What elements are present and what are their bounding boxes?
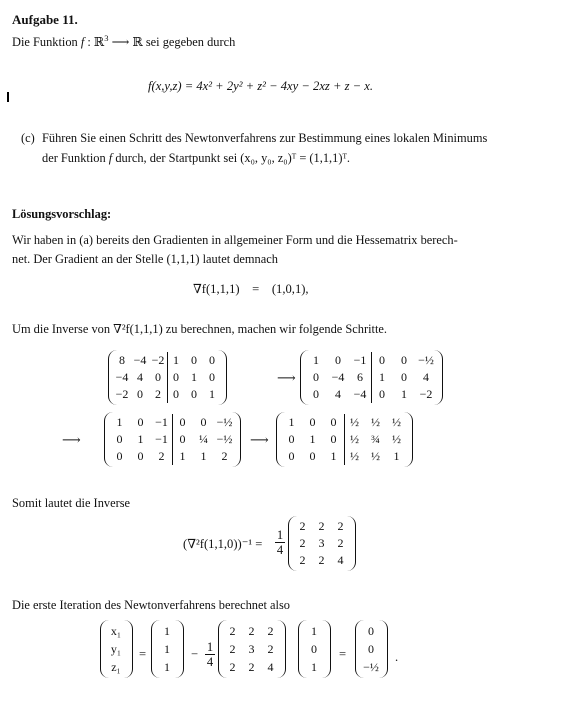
matrix-1-cell: 0 [173, 370, 179, 384]
inverse-text: Um die Inverse von ∇²f(1,1,1) zu berechnen, machen wir folgende Schritte. [12, 322, 388, 336]
matrix-3-divider [172, 414, 173, 465]
matrix-1-cell: −2 [151, 353, 165, 367]
matrix-2-cell: −4 [331, 370, 345, 384]
matrix-3-cell: 0 [137, 449, 144, 463]
matrix-3-cell: 2 [158, 449, 165, 463]
matrix-2-cell: 4 [423, 370, 429, 384]
matrix-1-cell: −4 [115, 370, 129, 384]
matrix-4-cell: 1 [330, 449, 337, 463]
matrix-4-cell: 0 [330, 432, 337, 446]
matrix-3-cell: −1 [155, 415, 168, 429]
matrix-2-cell: 0 [379, 353, 385, 367]
inverse-matrix-cell: 2 [299, 519, 306, 533]
matrix-2-cell: 6 [357, 370, 363, 384]
matrix-4-cell: ¾ [371, 432, 380, 446]
inverse-matrix-cell: 2 [337, 536, 344, 550]
matrix-4-divider [344, 414, 345, 465]
matrix-1-cell: 0 [191, 353, 197, 367]
matrix-4-cell: 0 [288, 449, 295, 463]
matrix-4-cell: ½ [392, 415, 401, 429]
vector-x1-cell: x₁ [110, 624, 122, 638]
matrix-2-cell: −4 [353, 387, 367, 401]
matrix-4-cell: ½ [350, 415, 359, 429]
matrix-1-cell: −4 [133, 353, 147, 367]
matrix-2-cell: −2 [419, 387, 433, 401]
matrix-2-cell: 0 [313, 387, 319, 401]
matrix-3-cell: 0 [116, 432, 123, 446]
part-c-label: (c) [21, 131, 35, 145]
matrix-4-cell: 0 [309, 449, 316, 463]
matrix-2-cell: 4 [335, 387, 341, 401]
matrix-3-cell: ¼ [199, 432, 208, 446]
inverse-fraction-numerator: 1 [276, 528, 284, 542]
vector-gradient-cell: 0 [311, 642, 317, 656]
matrix-2-cell: 0 [313, 370, 319, 384]
part-c-line-2: der Funktion f durch, der Startpunkt sei (x₀, y₀, z₀)ᵀ = (1,1,1)ᵀ. [42, 151, 351, 165]
inverse-fraction [275, 528, 285, 557]
inverse-matrix-cell: 4 [337, 553, 344, 567]
somit-text: Somit lautet die Inverse [12, 496, 131, 510]
matrix-3-cell: 0 [200, 415, 207, 429]
iteration-fraction-numerator: 1 [206, 640, 214, 654]
matrix-3-cell: 0 [179, 432, 186, 446]
matrix-2-divider [371, 352, 372, 403]
matrix-4-cell: 0 [309, 415, 316, 429]
equals-sign-2: = [339, 647, 347, 661]
function-definition: f(x,y,z) = 4x² + 2y² + z² − 4xy − 2xz + z − x. [148, 79, 374, 93]
vector-gradient-cell: 1 [311, 624, 317, 638]
inverse-matrix-cell: 3 [318, 536, 325, 550]
arrow-1: ⟶ [277, 370, 296, 385]
matrix-1-cell: 0 [209, 370, 215, 384]
vector-start-cell: 1 [164, 660, 170, 674]
exercise-heading: Aufgabe 11. [12, 12, 78, 27]
matrix-3-cell: 0 [179, 415, 186, 429]
matrix-3-cell: 1 [200, 449, 207, 463]
arrow-2: ⟶ [62, 432, 81, 447]
matrix-4-cell: ½ [350, 432, 359, 446]
iteration-fraction-denominator: 4 [206, 655, 214, 669]
iteration-fraction [205, 640, 215, 669]
iteration-matrix-cell: 2 [267, 624, 274, 638]
inverse-matrix-cell: 2 [299, 536, 306, 550]
matrix-1-cell: 4 [137, 370, 143, 384]
inverse-matrix-cell: 2 [318, 519, 325, 533]
gradient-equation: ∇f(1,1,1) = (1,0,1), [193, 282, 309, 296]
matrix-1-cell: 0 [209, 353, 215, 367]
arrow-3: ⟶ [250, 432, 269, 447]
vector-x1-cell: z₁ [111, 660, 121, 674]
matrix-2-cell: 0 [379, 387, 385, 401]
matrix-1-cell: 0 [173, 387, 179, 401]
matrix-4-cell: 1 [393, 449, 400, 463]
period: . [395, 650, 399, 664]
inverse-matrix-cell: 2 [337, 519, 344, 533]
solution-text-2: net. Der Gradient an der Stelle (1,1,1) lautet demnach [12, 252, 278, 266]
vector-x1-cell: y₁ [110, 642, 122, 656]
matrix-4-cell: ½ [350, 449, 359, 463]
intro-text: Die Funktion f : ℝ$^3$ ⟶ ℝ sei gegeben durch [12, 33, 236, 49]
matrix-4-cell: 0 [330, 415, 337, 429]
matrix-3-cell: 1 [116, 415, 123, 429]
matrix-3-cell: −½ [216, 415, 233, 429]
vector-result-cell: 0 [368, 642, 374, 656]
inverse-matrix-cell: 2 [299, 553, 306, 567]
matrix-1-cell: 1 [209, 387, 215, 401]
matrix-4-cell: ½ [371, 449, 380, 463]
equals-sign-1: = [139, 647, 147, 661]
matrix-1-cell: 1 [191, 370, 197, 384]
matrix-3-cell: 2 [221, 449, 228, 463]
iteration-text: Die erste Iteration des Newtonverfahrens berechnet also [12, 598, 290, 612]
matrix-2-cell: 1 [379, 370, 385, 384]
part-c-line-1: Führen Sie einen Schritt des Newtonverfahrens zur Bestimmung eines lokalen Minimums [42, 131, 488, 145]
matrix-4-cell: 0 [288, 432, 295, 446]
iteration-matrix-cell: 2 [229, 624, 236, 638]
matrix-4-cell: ½ [392, 432, 401, 446]
inverse-lhs: (∇²f(1,1,0))⁻¹ = [183, 537, 263, 551]
matrix-3-cell: −½ [216, 432, 233, 446]
minus-sign: − [191, 647, 199, 661]
vector-start-cell: 1 [164, 624, 170, 638]
matrix-1-cell: −2 [115, 387, 129, 401]
iteration-matrix-cell: 2 [229, 660, 236, 674]
iteration-matrix-cell: 2 [248, 660, 255, 674]
text-cursor [7, 92, 9, 102]
iteration-matrix-cell: 2 [267, 642, 274, 656]
solution-text-1: Wir haben in (a) bereits den Gradienten in allgemeiner Form und die Hessematrix berech- [12, 233, 458, 247]
matrix-1-cell: 0 [191, 387, 197, 401]
iteration-matrix-cell: 2 [248, 624, 255, 638]
matrix-3-cell: −1 [155, 432, 168, 446]
matrix-3-cell: 0 [116, 449, 123, 463]
solution-heading: Lösungsvorschlag: [12, 207, 112, 221]
vector-gradient-cell: 1 [311, 660, 317, 674]
matrix-3-cell: 0 [137, 415, 144, 429]
vector-start-cell: 1 [164, 642, 170, 656]
vector-result-cell: −½ [363, 660, 379, 674]
matrix-4-cell: ½ [371, 415, 380, 429]
matrix-1-cell: 1 [173, 353, 179, 367]
iteration-matrix-cell: 4 [267, 660, 274, 674]
matrix-1-cell: 2 [155, 387, 161, 401]
matrix-1-cell: 0 [155, 370, 161, 384]
matrix-1-cell: 0 [137, 387, 143, 401]
matrix-3-cell: 1 [179, 449, 186, 463]
matrix-2-cell: −½ [418, 353, 434, 367]
matrix-3-cell: 1 [137, 432, 144, 446]
vector-result-cell: 0 [368, 624, 374, 638]
iteration-matrix-cell: 3 [248, 642, 255, 656]
matrix-2-cell: 0 [335, 353, 341, 367]
inverse-matrix-cell: 2 [318, 553, 325, 567]
matrix-2-cell: 0 [401, 370, 407, 384]
iteration-matrix-cell: 2 [229, 642, 236, 656]
inverse-fraction-denominator: 4 [276, 543, 284, 557]
matrix-2-cell: 1 [401, 387, 407, 401]
matrix-2-cell: −1 [353, 353, 367, 367]
matrix-2-cell: 0 [401, 353, 407, 367]
matrix-2-cell: 1 [313, 353, 319, 367]
matrix-1-divider [167, 352, 168, 403]
matrix-1-cell: 8 [119, 353, 125, 367]
matrix-4-cell: 1 [288, 415, 295, 429]
matrix-4-cell: 1 [309, 432, 316, 446]
